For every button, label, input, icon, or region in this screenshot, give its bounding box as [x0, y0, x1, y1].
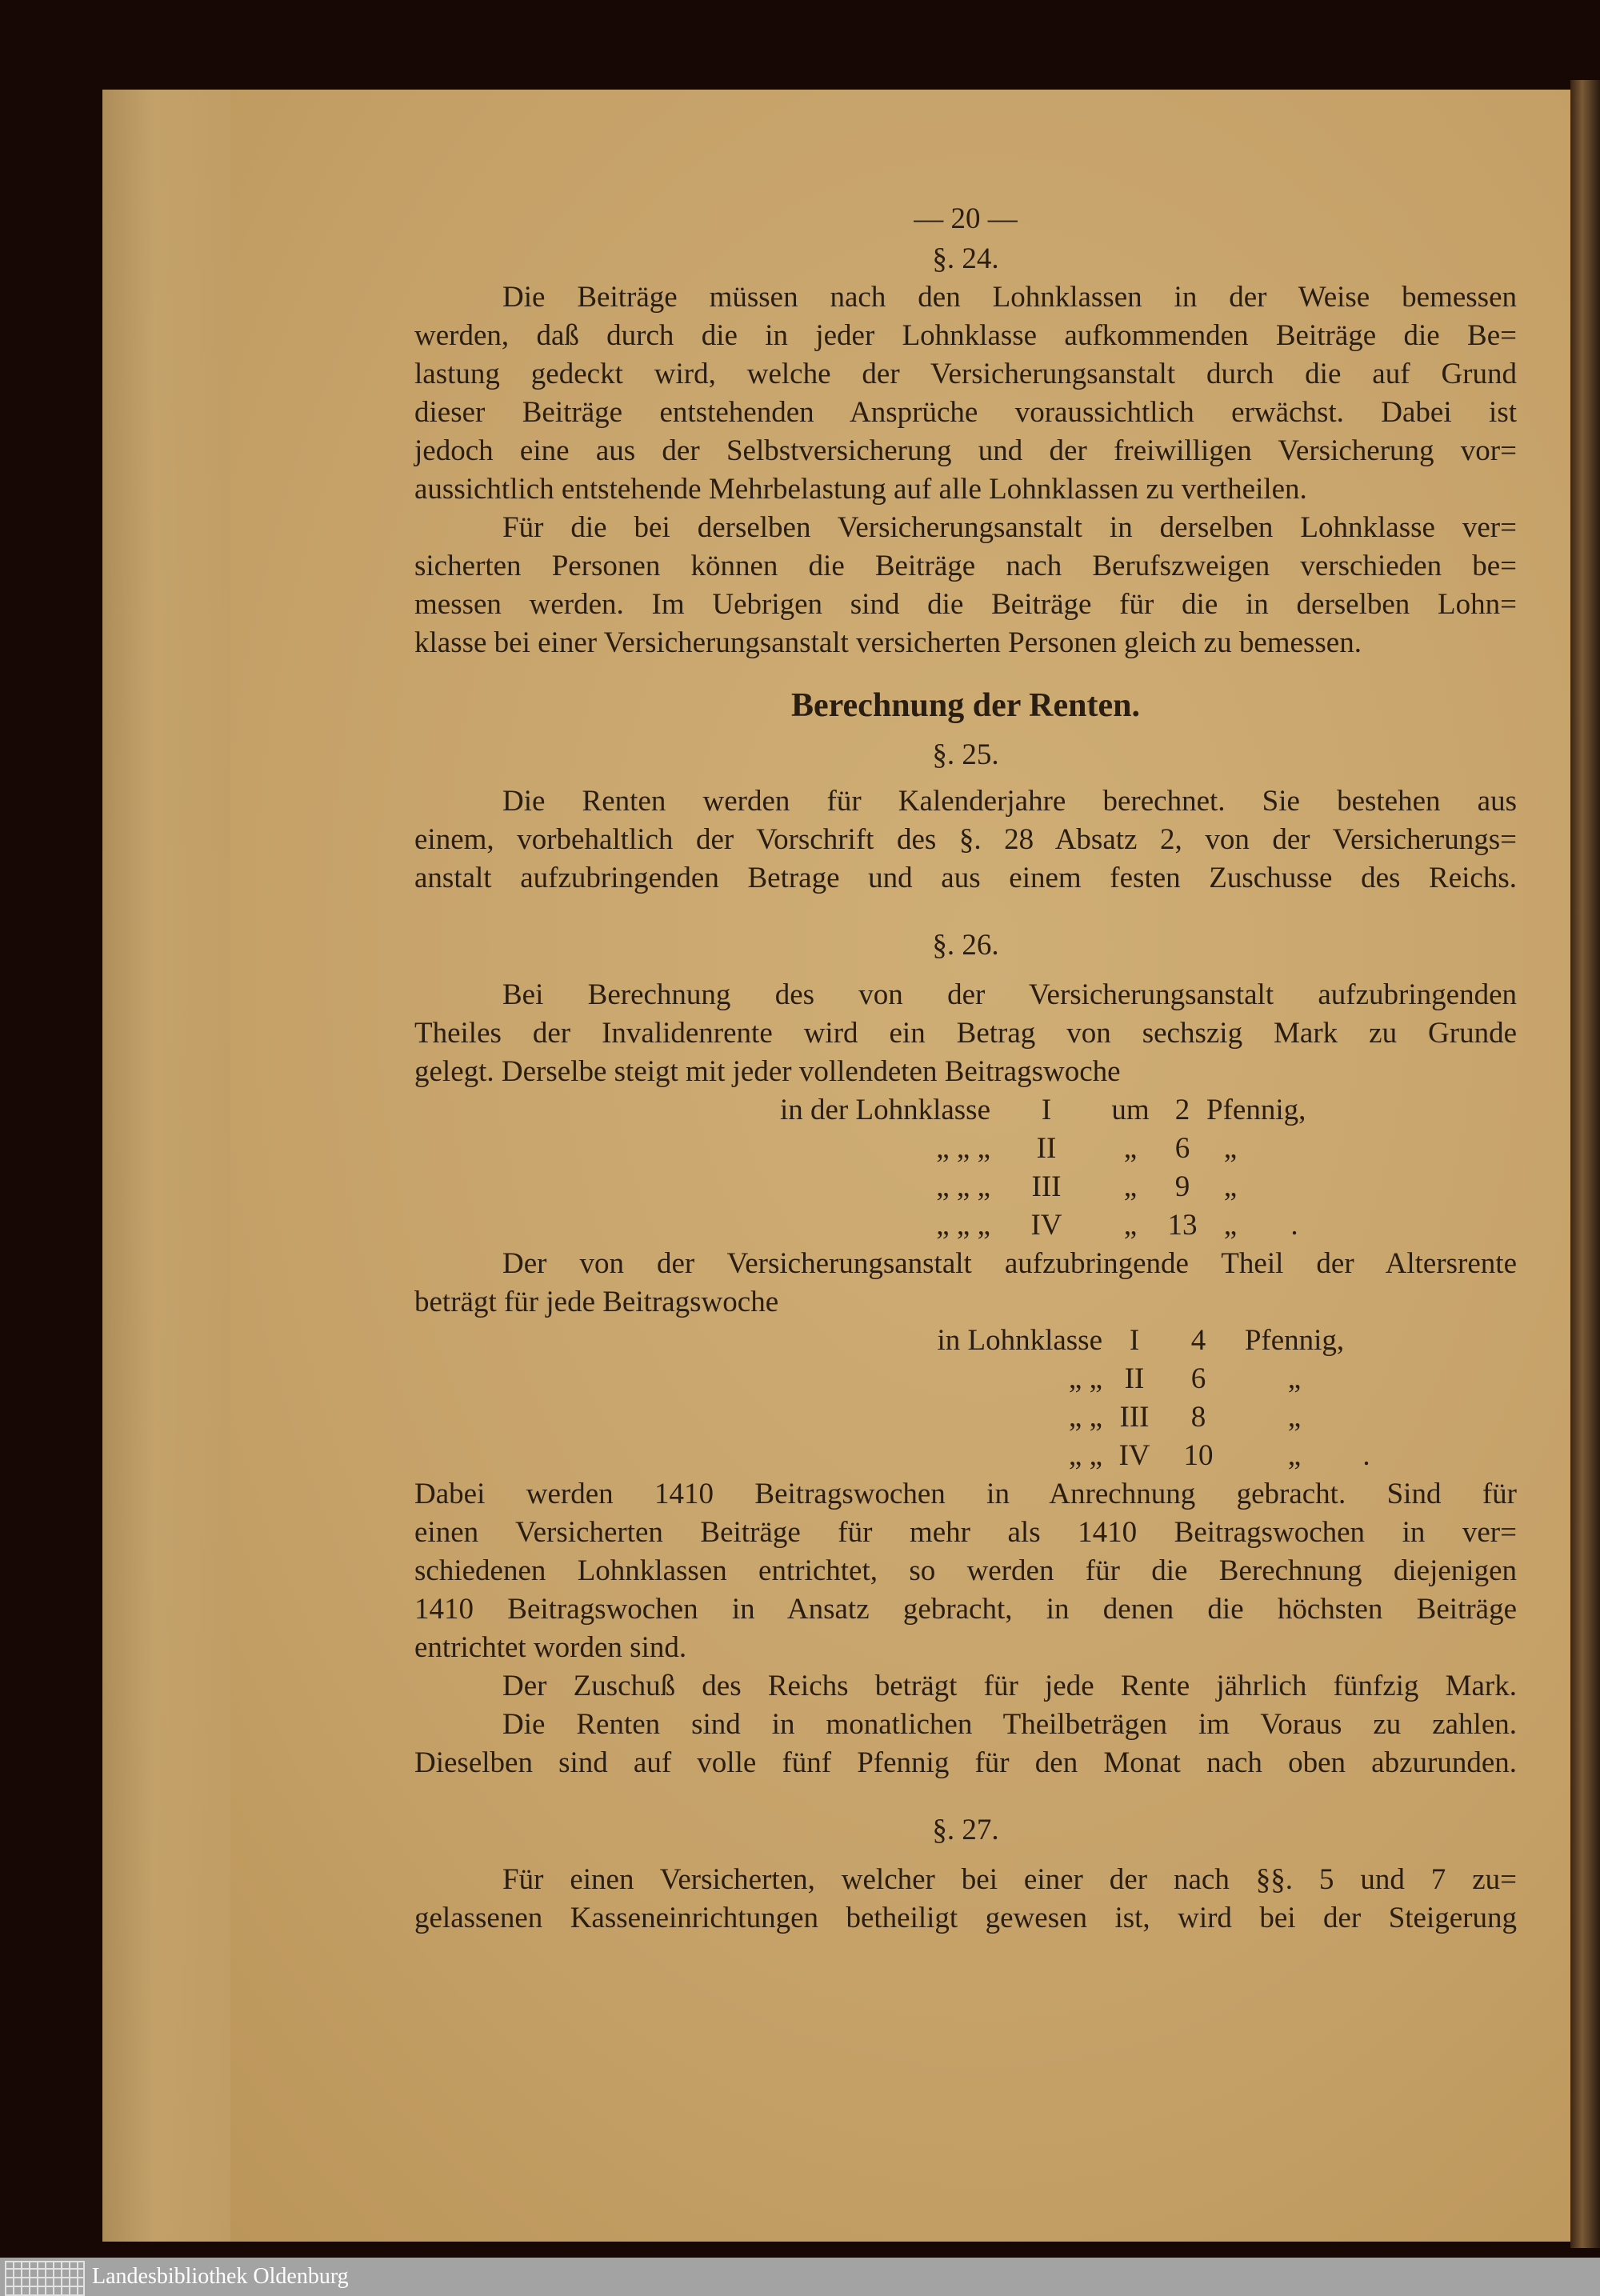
- book-gutter: [1570, 80, 1600, 2248]
- table-cell: II: [1036, 1132, 1057, 1165]
- table-cell: „: [1223, 1170, 1238, 1203]
- table-cell: „: [1287, 1401, 1302, 1434]
- table-cell: „ „: [1068, 1362, 1102, 1395]
- section-25-body: [414, 782, 1517, 898]
- table-cell: „ „ „: [936, 1209, 990, 1242]
- table-cell: [1254, 1091, 1334, 1130]
- text-line: Für die bei derselben Versicherungsanstalt in derselben Lohnklasse ver=: [502, 511, 1517, 544]
- text-line: sicherten Personen können die Beiträge nach Berufszweigen verschieden be=: [414, 550, 1517, 582]
- table-cell: [1254, 1130, 1334, 1168]
- table-cell: „ „ „: [936, 1132, 990, 1165]
- text-line: Der Zuschuß des Reichs beträgt für jede Rente jährlich fünfzig Mark.: [502, 1670, 1517, 1702]
- invalidity-rate-table: [414, 1091, 1517, 1245]
- table-cell: [1358, 1360, 1374, 1398]
- table-cell: [1358, 1322, 1374, 1360]
- section-26-body-c: [414, 1475, 1517, 1782]
- table-cell: Pfennig,: [1244, 1324, 1345, 1357]
- table-cell: .: [1362, 1439, 1370, 1472]
- table-cell: III: [1031, 1170, 1062, 1203]
- text-line: Bei Berechnung des von der Versicherungsanstalt aufzubringenden: [502, 978, 1517, 1011]
- table-cell: 6: [1190, 1362, 1206, 1395]
- text-line: klasse bei einer Versicherungsanstalt versicherten Personen gleich zu bemessen.: [414, 626, 1362, 659]
- text-line: jedoch eine aus der Selbstversicherung und der freiwilligen Versicherung vor=: [414, 434, 1517, 467]
- text-line: lastung gedeckt wird, welche der Versicherungsanstalt durch die auf Grund: [414, 358, 1517, 390]
- section-24-body: [414, 278, 1517, 662]
- section-24-title: §. 24.: [932, 242, 999, 275]
- table-row: [414, 1437, 1517, 1475]
- library-name: Landesbibliothek Oldenburg: [92, 2264, 349, 2289]
- text-line: Theiles der Invalidenrente wird ein Betrag von sechszig Mark zu Grunde: [414, 1017, 1517, 1050]
- text-line: schiedenen Lohnklassen entrichtet, so werden für die Berechnung diejenigen: [414, 1554, 1517, 1587]
- table-cell: „ „ „: [936, 1170, 990, 1203]
- table-row: [414, 1322, 1517, 1360]
- table-cell: 13: [1167, 1209, 1198, 1242]
- table-cell: [1254, 1168, 1334, 1206]
- table-row: [414, 1168, 1517, 1206]
- section-26-title: §. 26.: [932, 929, 999, 962]
- table-cell: 2: [1174, 1094, 1190, 1126]
- table-cell: [1358, 1398, 1374, 1437]
- table-cell: I: [1129, 1324, 1140, 1357]
- table-cell: „: [1287, 1362, 1302, 1395]
- table-cell: „ „: [1068, 1401, 1102, 1434]
- section-26-body-a: [414, 976, 1517, 1091]
- table-cell: 4: [1190, 1324, 1206, 1357]
- table-cell: I: [1041, 1094, 1052, 1126]
- text-line: anstalt aufzubringenden Betrage und aus einem festen Zuschusse des Reichs.: [414, 862, 1517, 894]
- table-cell: „: [1223, 1132, 1238, 1165]
- library-building-logo-icon: [5, 2261, 85, 2296]
- text-line: gelassenen Kasseneinrichtungen betheiligt gewesen ist, wird bei der Steigerung: [414, 1902, 1517, 1934]
- text-line: einem, vorbehaltlich der Vorschrift des §. 28 Absatz 2, von der Versicherungs=: [414, 823, 1517, 856]
- section-27-title: §. 27.: [932, 1814, 999, 1846]
- text-line: Der von der Versicherungsanstalt aufzubringende Theil der Altersrente: [502, 1247, 1517, 1280]
- text-line: beträgt für jede Beitragswoche: [414, 1286, 779, 1318]
- table-cell: in Lohnklasse: [937, 1324, 1102, 1357]
- table-cell: „: [1123, 1132, 1138, 1165]
- table-cell: 8: [1190, 1401, 1206, 1434]
- text-line: entrichtet worden sind.: [414, 1631, 687, 1664]
- section-27-body: [414, 1861, 1517, 1938]
- table-row: [414, 1130, 1517, 1168]
- table-cell: Pfennig,: [1206, 1094, 1306, 1126]
- page-edges: [102, 90, 230, 2242]
- table-cell: „ „: [1068, 1439, 1102, 1472]
- old-age-rate-table: [414, 1322, 1517, 1475]
- table-cell: III: [1119, 1401, 1150, 1434]
- section-heading: Berechnung der Renten.: [791, 687, 1140, 724]
- table-cell: „: [1223, 1209, 1238, 1242]
- table-row: [414, 1398, 1517, 1437]
- table-row: [414, 1360, 1517, 1398]
- text-line: aussichtlich entstehende Mehrbelastung auf alle Lohnklassen zu vertheilen.: [414, 473, 1307, 506]
- text-line: messen werden. Im Uebrigen sind die Beiträge für die in derselben Lohn=: [414, 588, 1517, 621]
- table-cell: IV: [1118, 1439, 1150, 1472]
- text-line: Dabei werden 1410 Beitragswochen in Anrechnung gebracht. Sind für: [414, 1478, 1517, 1510]
- text-line: einen Versicherten Beiträge für mehr als 1410 Beitragswochen in ver=: [414, 1516, 1517, 1549]
- table-row: [414, 1091, 1517, 1130]
- text-line: Die Renten werden für Kalenderjahre berechnet. Sie bestehen aus: [502, 785, 1517, 818]
- text-line: werden, daß durch die in jeder Lohnklasse aufkommenden Beiträge die Be=: [414, 319, 1517, 352]
- table-cell: um: [1111, 1094, 1150, 1126]
- section-26-body-b: [414, 1245, 1517, 1322]
- table-cell: 9: [1174, 1170, 1190, 1203]
- text-line: Die Beiträge müssen nach den Lohnklassen in der Weise bemessen: [502, 281, 1517, 314]
- table-cell: „: [1123, 1209, 1138, 1242]
- section-25-title: §. 25.: [932, 738, 999, 771]
- table-cell: .: [1290, 1209, 1298, 1242]
- table-cell: 10: [1183, 1439, 1214, 1472]
- text-line: 1410 Beitragswochen in Ansatz gebracht, in denen die höchsten Beiträge: [414, 1593, 1517, 1626]
- text-line: dieser Beiträge entstehenden Ansprüche voraussichtlich erwächst. Dabei ist: [414, 396, 1517, 429]
- table-cell: IV: [1030, 1209, 1062, 1242]
- table-cell: „: [1123, 1170, 1138, 1203]
- text-line: Die Renten sind in monatlichen Theilbeträgen im Voraus zu zahlen.: [502, 1708, 1517, 1741]
- table-cell: II: [1124, 1362, 1145, 1395]
- text-line: Dieselben sind auf volle fünf Pfennig für den Monat nach oben abzurunden.: [414, 1746, 1517, 1779]
- text-line: Für einen Versicherten, welcher bei einer der nach §§. 5 und 7 zu=: [502, 1863, 1517, 1896]
- table-row: [414, 1206, 1517, 1245]
- text-line: gelegt. Derselbe steigt mit jeder vollendeten Beitragswoche: [414, 1055, 1121, 1088]
- table-cell: 6: [1174, 1132, 1190, 1165]
- table-cell: in der Lohnklasse: [779, 1094, 990, 1126]
- table-cell: „: [1287, 1439, 1302, 1472]
- page-number: — 20 —: [914, 202, 1018, 235]
- page-text: [414, 200, 1517, 1938]
- library-footer: [0, 2258, 1600, 2296]
